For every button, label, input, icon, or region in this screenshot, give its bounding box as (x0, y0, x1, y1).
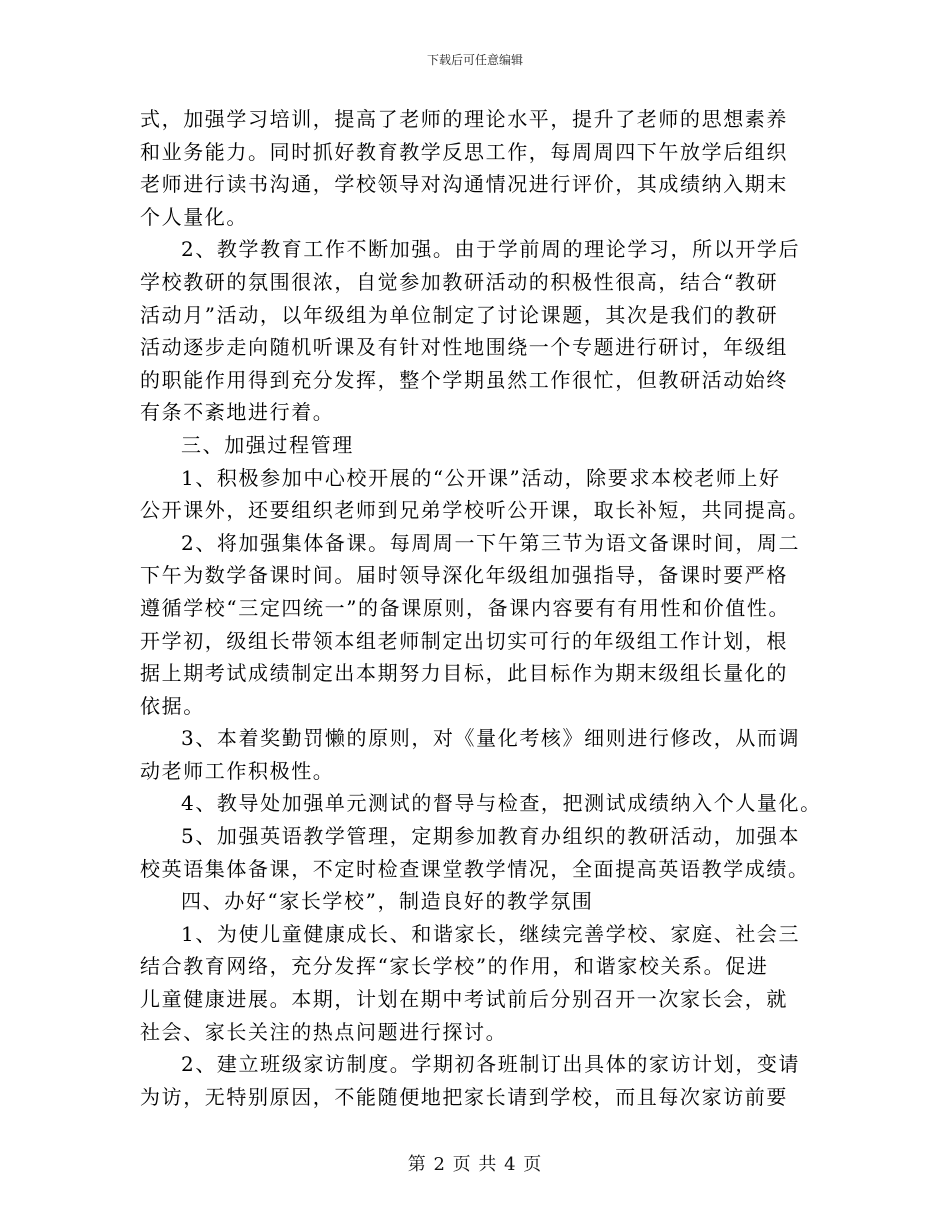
text-line: 开学初，级组长带领本组老师制定出切实可行的年级组工作计划，根 (140, 628, 788, 653)
text-line: 遵循学校“三定四统一”的备课原则，备课内容要有有用性和价值性。 (140, 595, 791, 620)
paragraph-start-line: 1、积极参加中心校开展的“公开课”活动，除要求本校老师上好 (181, 465, 781, 490)
text-line: 校英语集体备课，不定时检查课堂教学情况，全面提高英语教学成绩。 (140, 856, 810, 881)
text-line: 的职能作用得到充分发挥，整个学期虽然工作很忙，但教研活动始终 (140, 367, 788, 392)
text-line: 儿童健康进展。本期，计划在期中考试前后分别召开一次家长会，就 (140, 987, 788, 1012)
text-line: 有条不紊地进行着。 (140, 400, 335, 425)
text-line: 和业务能力。同时抓好教育教学反思工作，每周周四下午放学后组织 (140, 139, 788, 164)
text-line: 据上期考试成绩制定出本期努力目标，此目标作为期末级组长量化的 (140, 661, 788, 686)
page-number: 第 2 页 共 4 页 (407, 1154, 543, 1175)
text-line: 依据。 (140, 693, 205, 718)
text-line: 社会、家长关注的热点问题进行探讨。 (140, 1019, 508, 1044)
paragraph-start-line: 2、将加强集体备课。每周周一下午第三节为语文备课时间，周二 (181, 530, 801, 555)
text-line: 活动逐步走向随机听课及有针对性地围绕一个专题进行研讨，年级组 (140, 335, 788, 360)
paragraph-start-line: 3、本着奖勤罚懒的原则，对《量化考核》细则进行修改，从而调 (181, 726, 801, 751)
text-line: 学校教研的氛围很浓，自觉参加教研活动的积极性很高，结合“教研 (140, 269, 779, 294)
header-note: 下载后可任意编辑 (426, 53, 523, 67)
paragraph-start-line: 4、教导处加强单元测试的督导与检查，把测试成绩纳入个人量化。 (181, 791, 822, 816)
paragraph-start-line: 2、建立班级家访制度。学期初各班制订出具体的家访计划，变请 (181, 1052, 801, 1077)
document-body (140, 103, 822, 1113)
text-line: 活动月”活动，以年级组为单位制定了讨论课题，其次是我们的教研 (140, 302, 779, 327)
text-line: 个人量化。 (140, 204, 248, 229)
section-heading: 三、加强过程管理 (181, 432, 354, 457)
section-heading: 四、办好“家长学校”，制造良好的教学氛围 (181, 889, 594, 914)
text-line: 为访，无特别原因，不能随便地把家长请到学校，而且每次家访前要 (140, 1084, 788, 1109)
text-line: 结合教育网络，充分发挥“家长学校”的作用，和谐家校关系。促进 (140, 954, 769, 979)
paragraph-start-line: 5、加强英语教学管理，定期参加教育办组织的教研活动，加强本 (181, 824, 801, 849)
page-header (0, 52, 950, 68)
page-footer (0, 1153, 950, 1177)
text-line: 下午为数学备课时间。届时领导深化年级组加强指导，备课时要严格 (140, 563, 788, 588)
paragraph-start-line: 2、教学教育工作不断加强。由于学前周的理论学习，所以开学后 (181, 237, 801, 262)
text-line: 动老师工作积极性。 (140, 758, 335, 783)
text-line: 公开课外，还要组织老师到兄弟学校听公开课，取长补短，共同提高。 (140, 498, 810, 523)
text-line: 式，加强学习培训，提高了老师的理论水平，提升了老师的思想素养 (140, 107, 788, 131)
paragraph-start-line: 1、为使儿童健康成长、和谐家长，继续完善学校、家庭、社会三 (181, 921, 801, 946)
text-line: 老师进行读书沟通，学校领导对沟通情况进行评价，其成绩纳入期末 (140, 172, 788, 197)
